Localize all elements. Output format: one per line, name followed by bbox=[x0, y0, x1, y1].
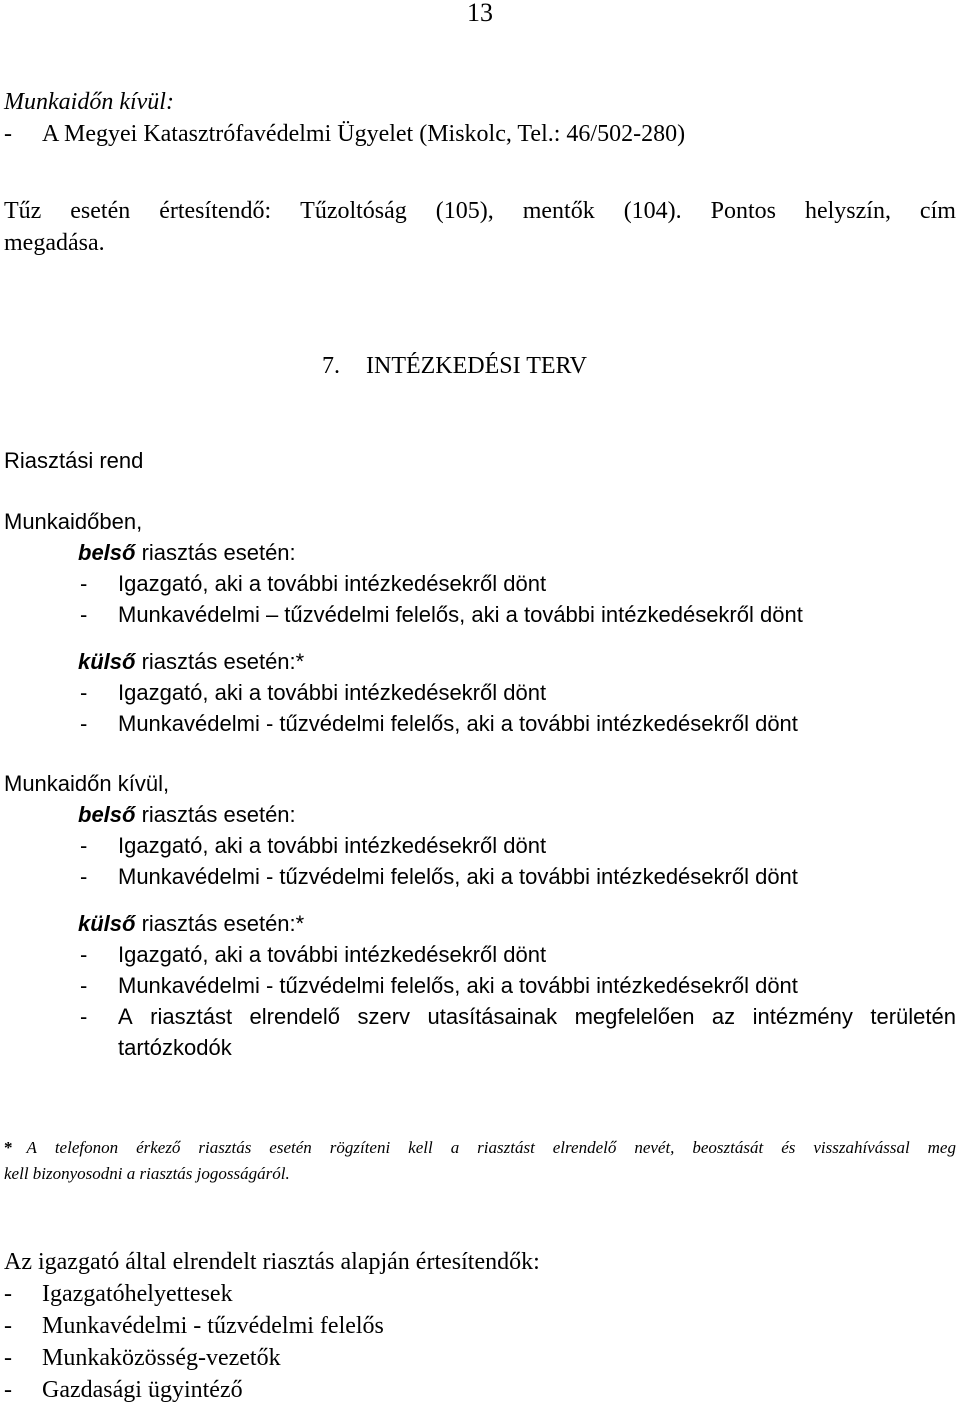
notify-section bbox=[4, 1246, 956, 1406]
list-item bbox=[4, 677, 956, 708]
word: utasításainak bbox=[427, 1004, 558, 1029]
alarm-order-section bbox=[4, 445, 956, 476]
list-item bbox=[4, 1310, 956, 1342]
footnote-word: riasztás bbox=[198, 1138, 252, 1157]
internal-rest: riasztás esetén: bbox=[135, 802, 296, 827]
list-item-text: Gazdasági ügyintéző bbox=[42, 1377, 243, 1403]
footnote-word: telefonon bbox=[54, 1138, 119, 1157]
footnote-word: kell bbox=[408, 1138, 433, 1157]
list-item-text: Igazgató, aki a további intézkedésekről dönt bbox=[118, 942, 547, 967]
fire-notice-line-1 bbox=[4, 195, 956, 227]
word: Pontos bbox=[710, 198, 776, 224]
section-heading bbox=[322, 350, 587, 382]
dash: - bbox=[80, 711, 88, 736]
word: intézmény bbox=[752, 1004, 853, 1029]
list-item-text: Munkavédelmi - tűzvédelmi felelős, aki a további intézkedésekről dönt bbox=[118, 711, 798, 736]
dash: - bbox=[80, 602, 88, 627]
word: elrendelő bbox=[249, 1004, 341, 1029]
dispatch-line bbox=[4, 118, 956, 150]
list-item-text: Igazgató, aki a további intézkedésekről dönt bbox=[118, 571, 547, 596]
list-item bbox=[4, 568, 956, 599]
footnote-word: nevét, bbox=[634, 1138, 675, 1157]
off-hours-label: Munkaidőn kívül, bbox=[4, 771, 170, 796]
page-number: 13 bbox=[467, 0, 493, 27]
word: az bbox=[711, 1004, 736, 1029]
off-hours-section bbox=[4, 768, 956, 1063]
list-item bbox=[4, 861, 956, 892]
dash: - bbox=[4, 121, 12, 147]
dash: - bbox=[80, 973, 88, 998]
working-hours-label: Munkaidőben, bbox=[4, 509, 143, 534]
list-item bbox=[4, 708, 956, 739]
list-item-text: Munkavédelmi – tűzvédelmi felelős, aki a további intézkedésekről dönt bbox=[118, 602, 803, 627]
dash: - bbox=[80, 1004, 88, 1029]
word: Tűzoltóság bbox=[300, 198, 407, 224]
footnote-word: és bbox=[781, 1138, 796, 1157]
list-item-text: Munkaközösség-vezetők bbox=[42, 1345, 281, 1371]
footnote-word: A bbox=[26, 1138, 37, 1157]
list-item bbox=[4, 599, 956, 630]
word: mentők bbox=[522, 198, 595, 224]
list-item bbox=[4, 1374, 956, 1406]
dash: - bbox=[80, 942, 88, 967]
word: riasztást bbox=[150, 1004, 233, 1029]
internal-keyword: belső bbox=[78, 802, 136, 827]
working-external-heading bbox=[4, 646, 956, 677]
working-hours-section bbox=[4, 506, 956, 739]
footnote-word: meg bbox=[927, 1138, 956, 1157]
word: területén bbox=[870, 1004, 956, 1029]
list-item-continuation: tartózkodók bbox=[118, 1035, 232, 1060]
footnote-line-1 bbox=[4, 1135, 956, 1161]
dash: - bbox=[80, 680, 88, 705]
internal-rest: riasztás esetén: bbox=[135, 540, 296, 565]
footnote-word: visszahívással bbox=[813, 1138, 910, 1157]
footnote-word: a bbox=[450, 1138, 460, 1157]
external-rest: riasztás esetén:* bbox=[135, 911, 305, 936]
list-item bbox=[4, 1342, 956, 1374]
notify-title: Az igazgató által elrendelt riasztás alapján értesítendők: bbox=[4, 1249, 540, 1275]
footnote bbox=[4, 1135, 956, 1187]
dash: - bbox=[80, 571, 88, 596]
section-number: 7. bbox=[322, 353, 340, 379]
footnote-word: érkező bbox=[136, 1138, 181, 1157]
list-item bbox=[4, 1001, 956, 1032]
list-item bbox=[4, 939, 956, 970]
alarm-order-title: Riasztási rend bbox=[4, 448, 144, 473]
working-internal-heading bbox=[4, 537, 956, 568]
footnote-line-2: kell bizonyosodni a riasztás jogosságáról. bbox=[4, 1164, 290, 1183]
dash: - bbox=[80, 833, 88, 858]
word: Tűz bbox=[4, 198, 42, 224]
external-keyword: külső bbox=[78, 649, 136, 674]
footnote-word: beosztását bbox=[692, 1138, 764, 1157]
footnote-word: elrendelő bbox=[552, 1138, 617, 1157]
word: (105), bbox=[435, 198, 494, 224]
list-item-text: Munkavédelmi - tűzvédelmi felelős, aki a további intézkedésekről dönt bbox=[118, 973, 798, 998]
fire-notice-line-2: megadása. bbox=[4, 230, 105, 256]
list-item-text: Igazgató, aki a további intézkedésekről dönt bbox=[118, 680, 547, 705]
word: (104). bbox=[623, 198, 682, 224]
word: szerv bbox=[357, 1004, 411, 1029]
word: megfelelően bbox=[574, 1004, 695, 1029]
fire-notice bbox=[4, 195, 956, 259]
intro-section bbox=[4, 86, 956, 150]
list-item-text: Igazgató, aki a további intézkedésekről dönt bbox=[118, 833, 547, 858]
external-rest: riasztás esetén:* bbox=[135, 649, 305, 674]
word: A bbox=[118, 1004, 133, 1029]
word: cím bbox=[919, 198, 956, 224]
list-item-text: Igazgatóhelyettesek bbox=[42, 1281, 233, 1307]
word: értesítendő: bbox=[159, 198, 272, 224]
off-external-heading bbox=[4, 908, 956, 939]
dash: - bbox=[4, 1345, 12, 1371]
dash: - bbox=[4, 1281, 12, 1307]
footnote-star: * bbox=[4, 1138, 13, 1157]
dash: - bbox=[4, 1313, 12, 1339]
dispatch-text: A Megyei Katasztrófavédelmi Ügyelet (Miskolc, Tel.: 46/502-280) bbox=[42, 121, 686, 147]
external-keyword: külső bbox=[78, 911, 136, 936]
off-internal-heading bbox=[4, 799, 956, 830]
list-item-text: Munkavédelmi - tűzvédelmi felelős bbox=[42, 1313, 384, 1339]
word: helyszín, bbox=[804, 198, 891, 224]
list-item bbox=[4, 970, 956, 1001]
off-hours-label: Munkaidőn kívül: bbox=[4, 89, 174, 115]
list-item-text: Munkavédelmi - tűzvédelmi felelős, aki a további intézkedésekről dönt bbox=[118, 864, 798, 889]
dash: - bbox=[80, 864, 88, 889]
footnote-word: esetén bbox=[269, 1138, 312, 1157]
word: esetén bbox=[70, 198, 131, 224]
internal-keyword: belső bbox=[78, 540, 136, 565]
footnote-word: rögzíteni bbox=[329, 1138, 391, 1157]
list-item bbox=[4, 830, 956, 861]
footnote-word: riasztást bbox=[477, 1138, 535, 1157]
dash: - bbox=[4, 1377, 12, 1403]
list-item bbox=[4, 1278, 956, 1310]
list-item-text bbox=[118, 1001, 956, 1032]
section-title: INTÉZKEDÉSI TERV bbox=[366, 353, 587, 379]
